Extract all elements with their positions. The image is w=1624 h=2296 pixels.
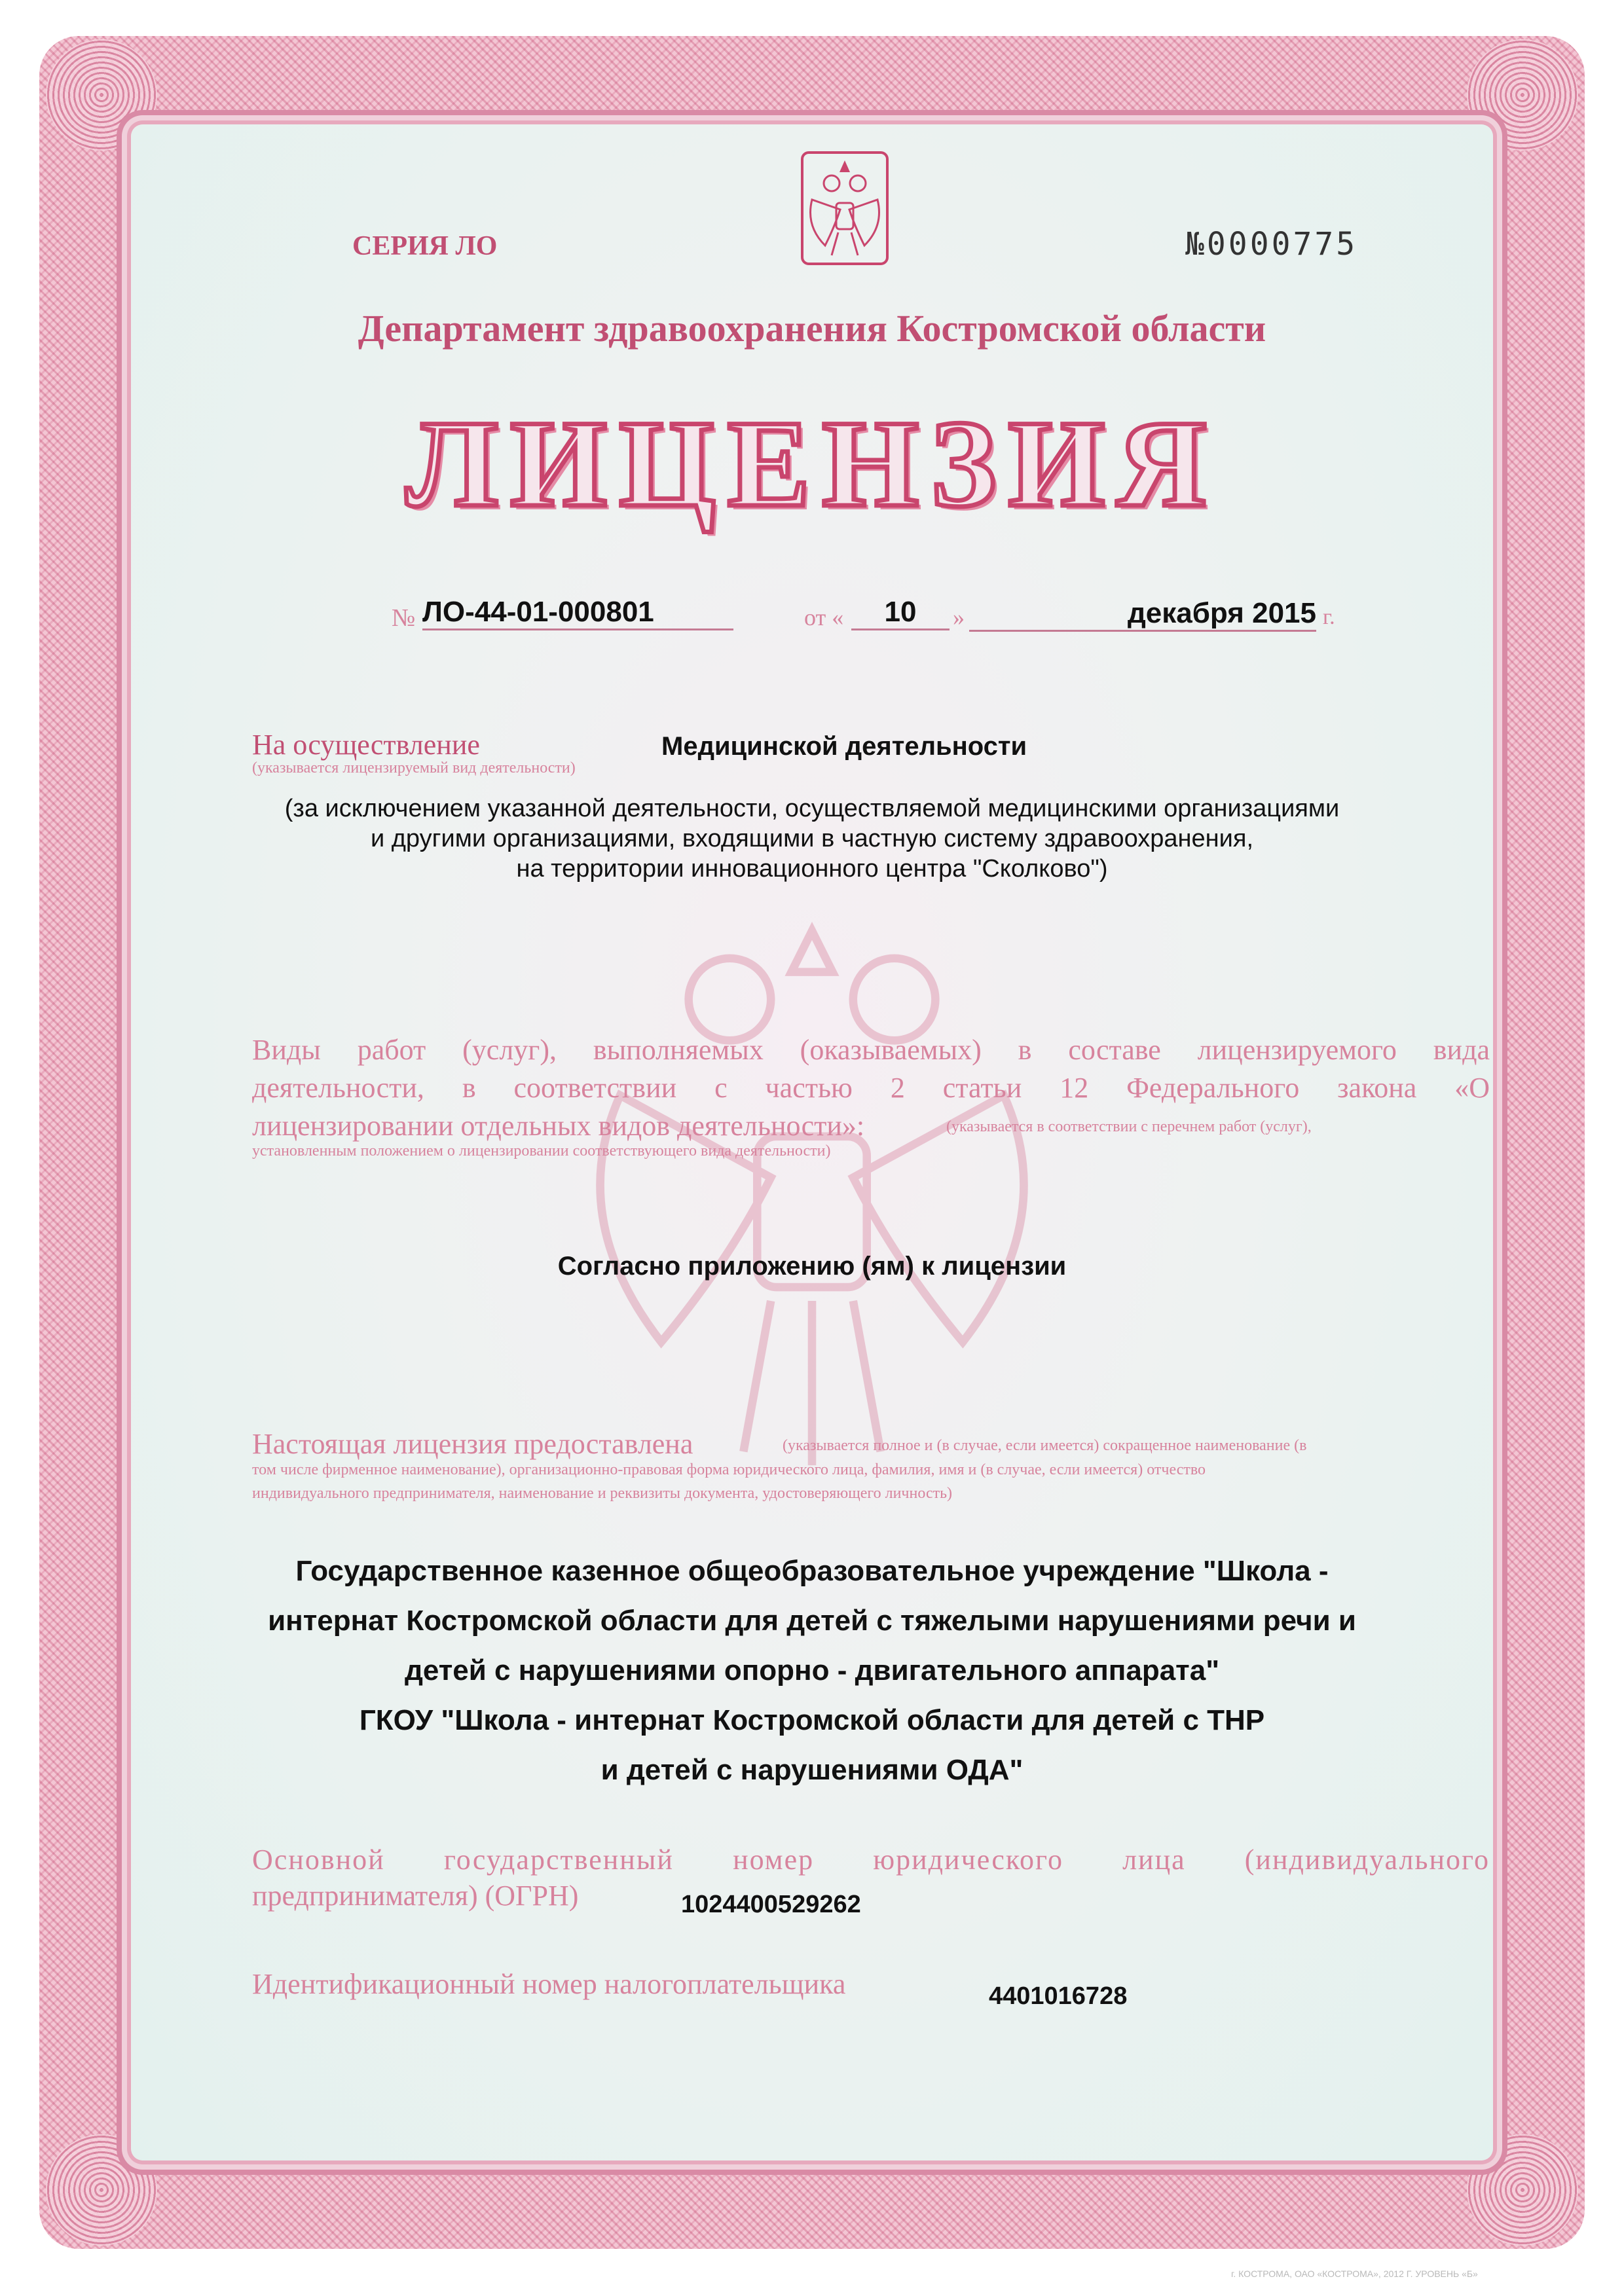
exclusion-line: на территории инновационного центра "Сколково")	[516, 855, 1108, 883]
series-label: СЕРИЯ ЛО	[352, 231, 498, 261]
works-hint: (указывается в соответствии с перечнем работ (услуг),	[946, 1118, 1312, 1135]
activity-hint: (указывается лицензируемый вид деятельности)	[252, 759, 576, 776]
holder-name	[0, 1546, 1624, 1795]
exclusion-line: и другими организациями, входящими в частную систему здравоохранения,	[370, 825, 1254, 852]
holder-name-line: и детей с нарушениями ОДА"	[600, 1754, 1024, 1786]
inn-label: Идентификационный номер налогоплательщика	[252, 1968, 846, 2000]
holder-hint: индивидуального предпринимателя, наименование и реквизиты документа, удостоверяющего личность)	[252, 1485, 953, 1502]
holder-name-line: детей с нарушениями опорно - двигательного аппарата"	[404, 1654, 1220, 1686]
exclusion-line: (за исключением указанной деятельности, осуществляемой медицинскими организациями	[284, 795, 1340, 822]
document-title: ЛИЦЕНЗИЯ	[405, 395, 1219, 533]
activity-label: На осуществление	[252, 729, 480, 761]
activity-exclusion	[0, 793, 1624, 884]
holder-name-line: Государственное казенное общеобразовательное учреждение "Школа -	[295, 1555, 1329, 1587]
coat-of-arms-icon	[796, 147, 894, 272]
printer-note: г. КОСТРОМА, ОАО «КОСТРОМА», 2012 Г. УРОВЕНЬ «Б»	[1231, 2269, 1478, 2279]
holder-hint: том числе фирменное наименование), организационно-правовая форма юридического лица, фамилия, имя и (в случае, если имеется) отчество	[252, 1461, 1206, 1478]
holder-label: Настоящая лицензия предоставлена	[252, 1428, 693, 1460]
holder-name-line: ГКОУ "Школа - интернат Костромской области для детей с ТНР	[359, 1704, 1265, 1736]
date-from-label: от «	[804, 604, 844, 630]
holder-name-line: интернат Костромской области для детей с тяжелыми нарушениями речи и	[268, 1605, 1356, 1637]
license-number-prefix: №	[392, 604, 416, 632]
works-hint: установленным положением о лицензировании соответствующего вида деятельности)	[252, 1142, 831, 1159]
ogrn-label-line: предпринимателя) (ОГРН)	[252, 1880, 579, 1912]
department-name: Департамент здравоохранения Костромской области	[358, 307, 1266, 350]
license-number: ЛО-44-01-000801	[422, 596, 733, 630]
activity-value: Медицинской деятельности	[661, 732, 1027, 761]
year-suffix: г.	[1323, 605, 1335, 629]
works-label-line: Виды работ (услуг), выполняемых (оказываемых) в составе лицензируемого вида	[252, 1034, 1490, 1066]
works-label-line: деятельности, в соответствии с частью 2 статьи 12 Федерального закона «О	[252, 1072, 1490, 1104]
inn-value: 4401016728	[989, 1982, 1128, 2010]
ogrn-label-line: Основной государственный номер юридического лица (индивидуального	[252, 1844, 1490, 1876]
license-month-year: декабря 2015	[969, 597, 1316, 632]
license-day: 10	[851, 596, 950, 630]
form-number: №0000775	[1185, 226, 1358, 263]
works-value: Согласно приложению (ям) к лицензии	[557, 1252, 1067, 1281]
ogrn-value: 1024400529262	[681, 1891, 861, 1918]
works-label-line: лицензировании отдельных видов деятельности»:	[252, 1110, 865, 1142]
day-close-quote: »	[953, 604, 965, 630]
holder-hint: (указывается полное и (в случае, если имеется) сокращенное наименование (в	[783, 1437, 1307, 1454]
eagle-watermark-icon	[537, 903, 1087, 1493]
